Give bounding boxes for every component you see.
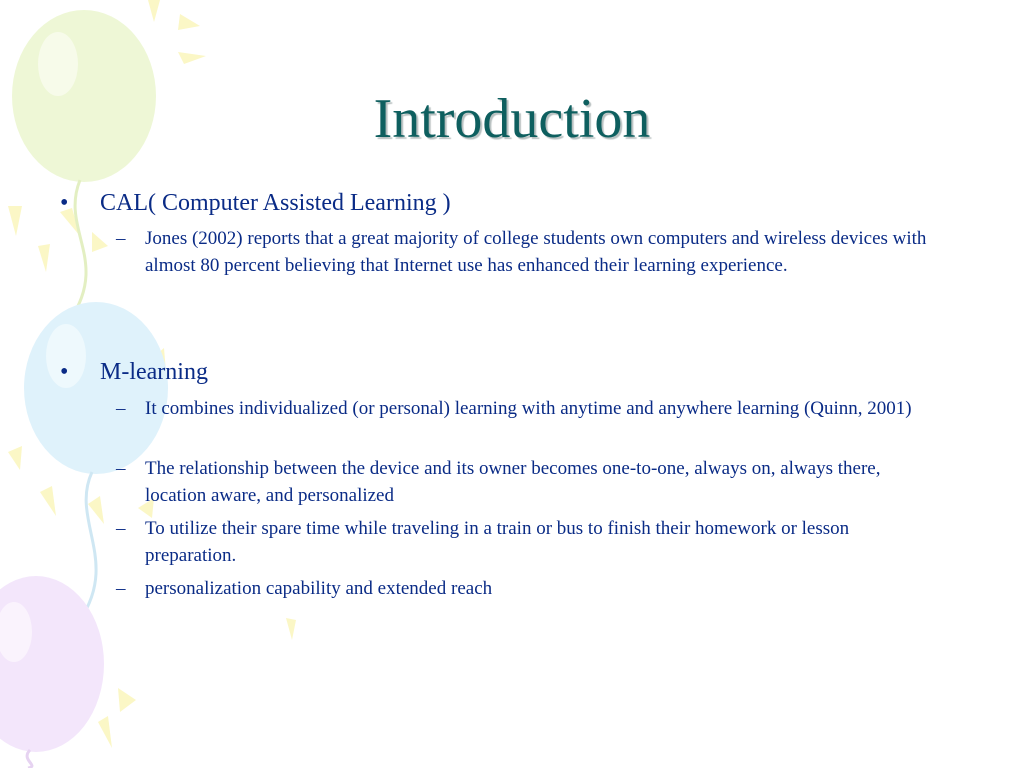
bullet-mark: • — [60, 359, 69, 385]
dash-mark: – — [116, 458, 126, 479]
page-title: Introduction — [373, 88, 651, 150]
dash-mark: – — [116, 398, 126, 419]
sub-item-text: To utilize their spare time while traveling in a train or bus to finish their homework or lesson preparation. — [145, 518, 850, 566]
sub-item — [116, 395, 936, 422]
dash-mark: – — [116, 228, 126, 249]
sub-item-text: Jones (2002) reports that a great majority of college students own computers and wireless devices with almost 80 percent believing that Internet use has enhanced their learning experience. — [145, 228, 927, 276]
bullet-text: CAL( Computer Assisted Learning ) — [100, 190, 451, 216]
dash-mark: – — [116, 578, 126, 599]
bullet-item — [60, 357, 208, 387]
sub-item-text: personalization capability and extended reach — [145, 578, 493, 599]
sub-item — [116, 225, 936, 279]
bullet-item — [60, 188, 451, 218]
sub-item-text: The relationship between the device and its owner becomes one-to-one, always on, always there, location aware, and personalized — [145, 458, 881, 506]
sub-item-text: It combines individualized (or personal) learning with anytime and anywhere learning (Quinn, 2001) — [145, 398, 912, 419]
sub-item — [116, 515, 936, 569]
sub-item — [116, 455, 936, 509]
bullet-mark: • — [60, 190, 69, 216]
sub-item — [116, 575, 936, 602]
bullet-text: M-learning — [100, 359, 208, 385]
dash-mark: – — [116, 518, 126, 539]
